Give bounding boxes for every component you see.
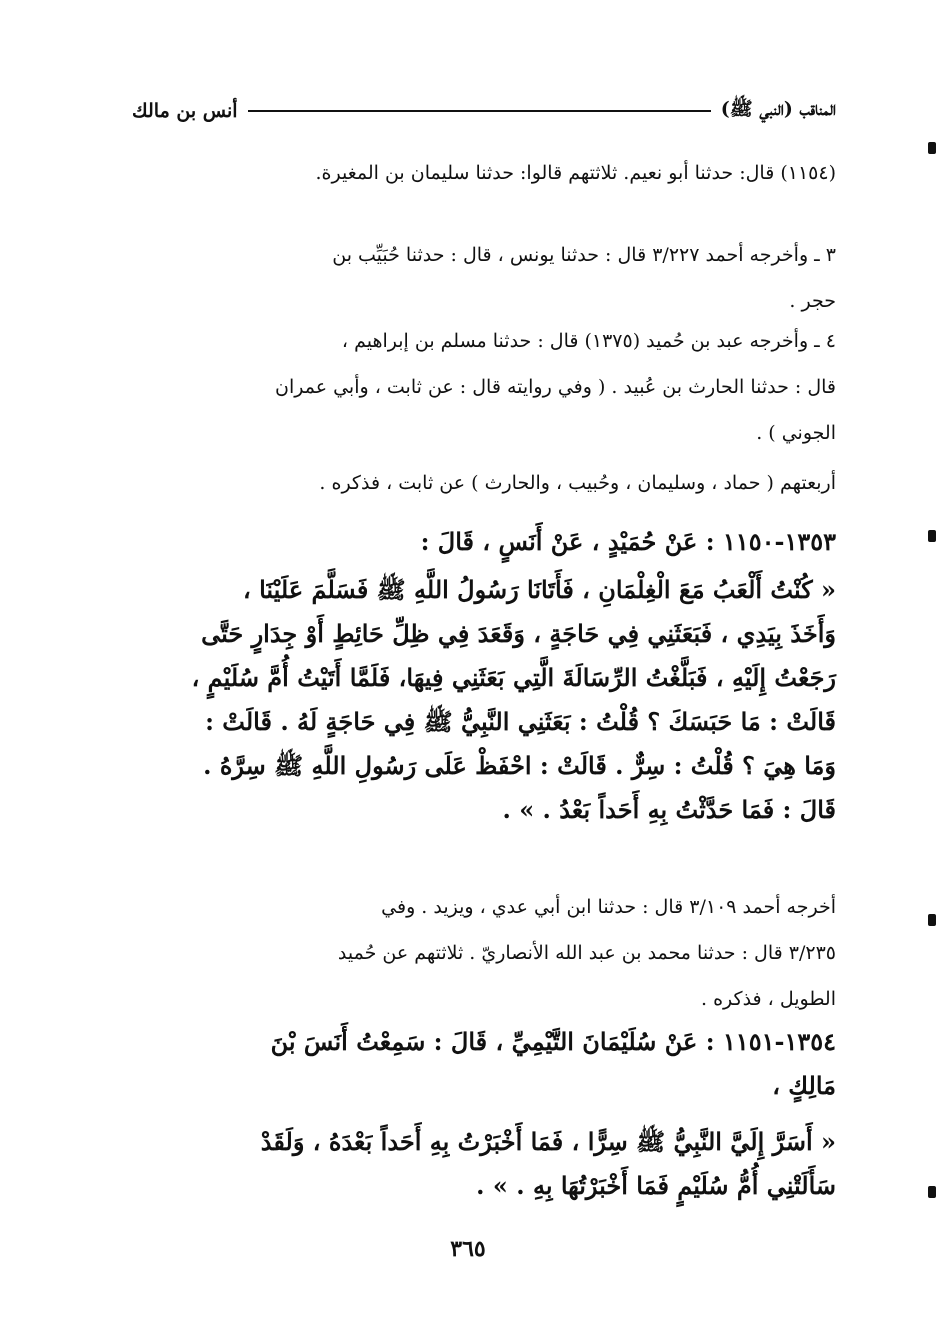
running-header bbox=[132, 94, 836, 128]
hadith-heading-line: ١٣٥٤-١١٥١ : عَنْ سُلَيْمَانَ التَّيْمِيِّ ، قَالَ : سَمِعْتُ أَنَسَ بْنَ bbox=[270, 1027, 836, 1056]
header-section-title: أنس بن مالك bbox=[132, 100, 238, 122]
hadith-heading-1354 bbox=[132, 1020, 836, 1108]
hadith-line: رَجَعْتُ إِلَيْهِ ، فَبَلَّغْتُ الرِّسَالَةَ الَّتِي بَعَثَنِي فِيهَا، فَلَمَّا أَتَيْتُ أُمَّ سُلَيْمٍ ، bbox=[191, 663, 836, 692]
header-chapter-title: المناقب (النبي ﷺ) bbox=[720, 98, 836, 120]
header-rule bbox=[248, 110, 711, 112]
text-line: ٣/٢٣٥ قال : حدثنا محمد بن عبد الله الأنصاريّ . ثلاثتهم عن حُميد bbox=[337, 942, 836, 964]
hadith-heading-1353 bbox=[132, 520, 836, 564]
binding-mark bbox=[928, 530, 936, 542]
text-line: أربعتهم ( حماد ، وسليمان ، وحُبيب ، والحارث ) عن ثابت ، فذكره . bbox=[319, 472, 836, 494]
hadith-heading-line: مَالِكٍ ، bbox=[772, 1071, 836, 1100]
citation-paragraph-5 bbox=[132, 884, 836, 1022]
hadith-heading-line: ١٣٥٣-١١٥٠ : عَنْ حُمَيْدٍ ، عَنْ أَنَسٍ ، قَالَ : bbox=[420, 527, 836, 556]
page-number: ٣٦٥ bbox=[450, 1236, 486, 1262]
binding-mark bbox=[928, 1186, 936, 1198]
hadith-text-1353 bbox=[132, 568, 836, 832]
hadith-line: وَأَخَذَ بِيَدِي ، فَبَعَثَنِي فِي حَاجَةٍ ، وَقَعَدَ فِي ظِلِّ حَائِطٍ أَوْ جِدَارٍ حَتَّى bbox=[201, 619, 836, 648]
hadith-line: « أَسَرَّ إِلَيَّ النَّبِيُّ ﷺ سِرًّا ، فَمَا أَخْبَرْتُ بِهِ أَحَداً بَعْدَهُ ، وَلَقَدْ bbox=[260, 1127, 836, 1156]
text-line: أخرجه أحمد ٣/١٠٩ قال : حدثنا ابن أبي عدي ، ويزيد . وفي bbox=[381, 896, 836, 918]
citation-paragraph-2 bbox=[132, 232, 836, 324]
hadith-text-1354 bbox=[132, 1120, 836, 1208]
text-line: حجر . bbox=[789, 290, 836, 312]
hadith-line: سَأَلَتْنِي أُمُّ سُلَيْمٍ فَمَا أَخْبَرْتُهَا بِهِ . » . bbox=[476, 1171, 836, 1200]
citation-paragraph-3 bbox=[132, 318, 836, 456]
citation-paragraph-1 bbox=[132, 150, 836, 196]
binding-mark bbox=[928, 142, 936, 154]
text-line: الطويل ، فذكره . bbox=[701, 988, 836, 1010]
text-line: ٤ ـ وأخرجه عبد بن حُميد (١٣٧٥) قال : حدثنا مسلم بن إبراهيم ، bbox=[341, 330, 836, 352]
citation-paragraph-4 bbox=[132, 460, 836, 506]
hadith-line: قَالَتْ : مَا حَبَسَكَ ؟ قُلْتُ : بَعَثَنِي النَّبِيُّ ﷺ فِي حَاجَةٍ لَهُ . قَالَتْ : bbox=[205, 707, 836, 736]
binding-mark bbox=[928, 914, 936, 926]
hadith-line: « كُنْتُ أَلْعَبُ مَعَ الْغِلْمَانِ ، فَأَتَانَا رَسُولُ اللَّهِ ﷺ فَسَلَّمَ عَلَيْنَا ، bbox=[242, 575, 836, 604]
hadith-line: قَالَ : فَمَا حَدَّثْتُ بِهِ أَحَداً بَعْدُ . » . bbox=[502, 795, 836, 824]
text-line: قال : حدثنا الحارث بن عُبيد . ( وفي روايته قال : عن ثابت ، وأبي عمران bbox=[275, 376, 836, 398]
hadith-line: وَمَا هِيَ ؟ قُلْتُ : سِرٌّ . قَالَتْ : احْفَظْ عَلَى رَسُولِ اللَّهِ ﷺ سِرَّهُ . bbox=[203, 751, 836, 780]
text-line: الجوني ) . bbox=[756, 422, 836, 444]
text-line: ٣ ـ وأخرجه أحمد ٣/٢٢٧ قال : حدثنا يونس ، قال : حدثنا حُبَيِّب بن bbox=[332, 244, 836, 266]
text-line: (١١٥٤) قال: حدثنا أبو نعيم. ثلاثتهم قالوا: حدثنا سليمان بن المغيرة. bbox=[315, 162, 836, 184]
